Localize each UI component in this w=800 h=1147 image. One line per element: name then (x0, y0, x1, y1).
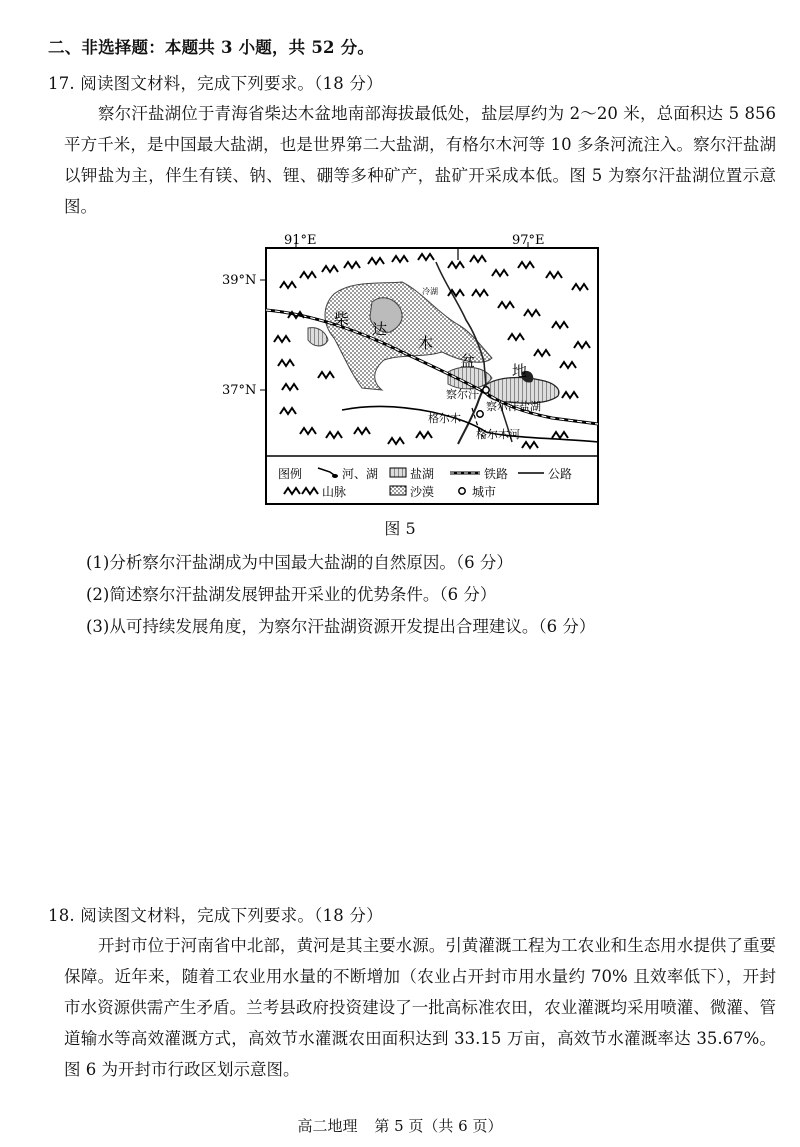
q17-heading: 17. 阅读图文材料，完成下列要求。（18 分） (48, 74, 383, 93)
footer-page: 第 5 页（共 6 页） (374, 1117, 503, 1135)
city-golmud-label: 格尔木 (428, 412, 461, 425)
legend-railway: 铁路 (484, 467, 509, 481)
city-qarhan-label: 察尔汗 (446, 388, 479, 401)
basin-char-4: 盆 (460, 352, 476, 370)
legend-desert: 沙漠 (410, 485, 435, 499)
legend-city: 城市 (472, 485, 497, 499)
small-place-label: 冷湖 (422, 287, 438, 296)
footer-subject: 高二地理 (297, 1117, 358, 1135)
section-title: 二、非选择题：本题共 3 小题，共 52 分。 (48, 38, 375, 57)
q17-subquestion-1: (1)分析察尔汗盐湖成为中国最大盐湖的自然原因。（6 分） (86, 553, 513, 572)
city-qarhan-marker (483, 387, 489, 393)
q17-paragraph: 察尔汗盐湖位于青海省柴达木盆地南部海拔最低处，盐层厚约为 2～20 米，总面积达 5 856 平方千米，是中国最大盐湖，也是世界第二大盐湖，有格尔木河等 10 多条河流注入。察尔汗盐湖以钾盐为主，伴生有镁、钠、锂、硼等多种矿产，盐矿开采成本低。图 5 为察尔汗盐湖位置示意图。 (64, 104, 776, 216)
basin-char-2: 达 (372, 320, 388, 338)
basin-char-5: 地 (512, 362, 528, 380)
page-footer (0, 1115, 800, 1136)
figure-5-caption: 图 5 (384, 519, 416, 538)
q18-heading: 18. 阅读图文材料，完成下列要求。（18 分） (48, 906, 383, 925)
q17-subquestion-3: (3)从可持续发展角度，为察尔汗盐湖资源开发提出合理建议。（6 分） (86, 617, 596, 636)
q17-subquestion-2: (2)简述察尔汗盐湖发展钾盐开采业的优势条件。（6 分） (86, 585, 497, 604)
figure-5-map (222, 232, 602, 508)
basin-char-3: 木 (418, 334, 434, 352)
qarhan-lake-label: 察尔汗盐湖 (486, 400, 541, 413)
lon-right-label: 97°E (512, 233, 545, 248)
city-golmud-marker (477, 411, 483, 417)
lon-left-label: 91°E (284, 233, 317, 248)
lat-top-label: 39°N (222, 273, 257, 288)
golmud-river-label: 格尔木河 (476, 428, 520, 441)
legend-highway: 公路 (548, 467, 573, 481)
basin-char-1: 柴 (334, 310, 350, 328)
legend-river-lake: 河、湖 (342, 467, 379, 481)
q18-paragraph: 开封市位于河南省中北部，黄河是其主要水源。引黄灌溉工程为工农业和生态用水提供了重要保障。近年来，随着工农业用水量的不断增加（农业占开封市用水量约 70% 且效率低下），开封市水资源供需产生矛盾。兰考县政府投资建设了一批高标准农田，农业灌溉均采用喷灌、微灌、管道输水等高效灌溉方式，高效节水灌溉农田面积达到 33.15 万亩，高效节水灌溉率达 35.67%。图 6 为开封市行政区划示意图。 (64, 936, 776, 1079)
legend-mountain: 山脉 (322, 485, 347, 499)
lat-bottom-label: 37°N (222, 383, 257, 398)
legend-title: 图例 (278, 467, 303, 481)
legend-salt-lake: 盐湖 (410, 467, 435, 481)
